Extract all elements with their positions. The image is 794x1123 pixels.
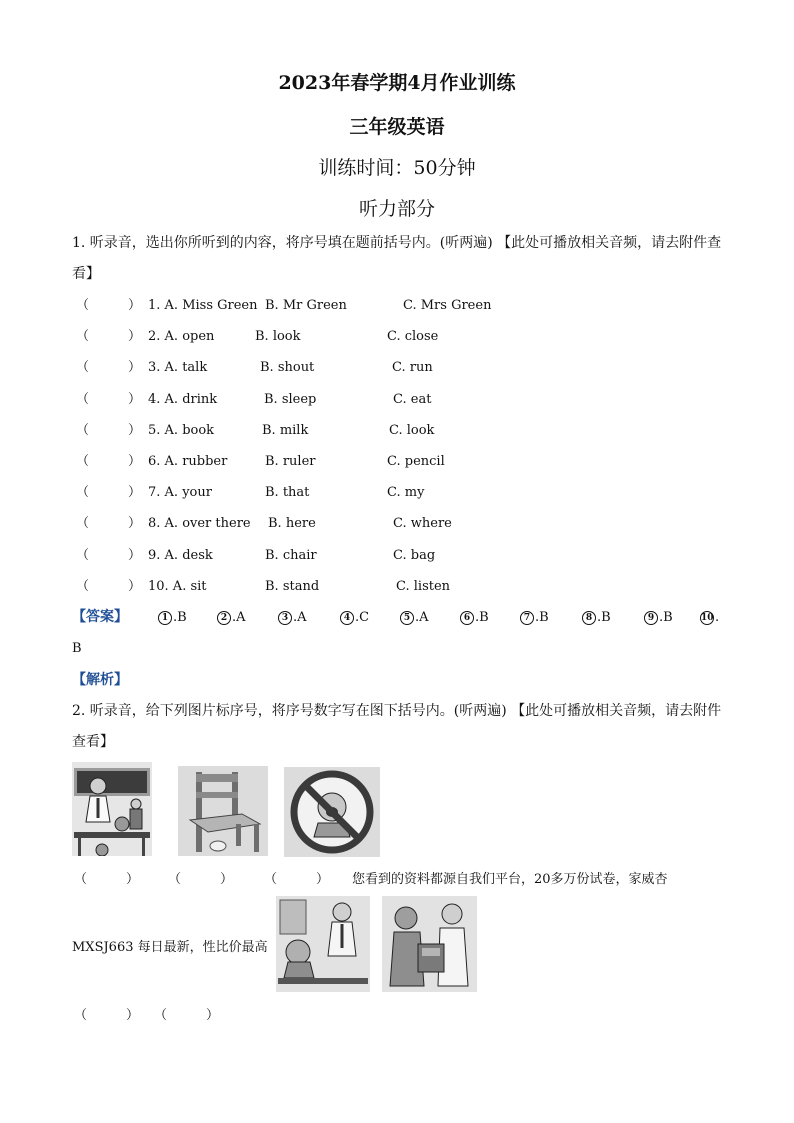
option-c: C. where <box>393 516 452 532</box>
answer-value: .B <box>659 610 673 625</box>
option-b: B. milk <box>262 422 309 438</box>
answer-item <box>520 602 549 633</box>
option-c: C. pencil <box>387 454 445 469</box>
option-row <box>72 571 672 602</box>
option-row <box>72 508 672 539</box>
option-a: 7. A. your <box>148 485 212 501</box>
option-a: 6. A. rubber <box>148 454 228 469</box>
answer-number-circle: 6 <box>460 611 474 625</box>
answer-bracket[interactable]: （ ） <box>76 360 142 376</box>
watermark-text-line-2: MXSJ663 每日最新，性比价最高 <box>72 940 268 955</box>
answer-value: .A <box>232 610 246 625</box>
option-row <box>72 352 672 383</box>
option-row <box>72 415 672 446</box>
picture-answer-bracket-5[interactable]: （ ） <box>154 1008 220 1023</box>
option-b: B. look <box>255 329 301 345</box>
answer-number-circle: 4 <box>340 611 354 625</box>
answer-bracket[interactable]: （ ） <box>76 454 142 469</box>
option-row <box>72 540 672 571</box>
answer-item <box>278 602 307 633</box>
option-a: 8. A. over there <box>148 516 251 532</box>
answer-number-circle: 5 <box>400 611 414 625</box>
watermark-text-line-1: 您看到的资料都源自我们平台，20多万份试卷，家威杏 <box>352 872 668 887</box>
picture-answer-bracket-3[interactable]: （ ） <box>264 872 330 887</box>
option-c: C. eat <box>393 391 432 407</box>
analysis-tag: 【解析】 <box>72 672 128 688</box>
answer-value: . <box>715 610 720 625</box>
option-b: B. here <box>268 516 316 532</box>
answer-item <box>582 602 611 633</box>
boy-giving-bag-picture <box>382 896 477 992</box>
answer-bracket[interactable]: （ ） <box>76 391 142 407</box>
answer-item <box>217 602 246 633</box>
option-b: B. shout <box>260 360 315 376</box>
option-a: 3. A. talk <box>148 360 208 376</box>
question-2-instruction: 2. 听录音，给下列图片标序号，将序号数字写在图下括号内。(听两遍) 【此处可播放相关音频，请去附件查看】 <box>72 703 722 750</box>
option-a: 1. A. Miss Green <box>148 298 258 313</box>
section-heading: 听力部分 <box>358 198 435 220</box>
answer-number-circle: 2 <box>217 611 231 625</box>
option-c: C. bag <box>393 547 436 563</box>
students-with-teacher-picture <box>276 896 370 992</box>
answer-tag: 【答案】 <box>72 609 128 625</box>
option-b: B. sleep <box>264 391 317 407</box>
option-b: B. stand <box>265 578 320 594</box>
answer-item <box>158 602 187 633</box>
option-row <box>72 384 672 415</box>
answer-row <box>72 602 732 633</box>
answer-number-circle: 9 <box>644 611 658 625</box>
classroom-teacher-picture <box>72 762 152 856</box>
answer-number-circle: 10 <box>701 613 714 623</box>
option-row <box>72 290 672 321</box>
answer-value: .B <box>597 610 611 625</box>
answer-item <box>700 602 719 633</box>
answer-number-circle: 7 <box>520 611 534 625</box>
answer-number-circle: 8 <box>582 611 596 625</box>
option-b: B. Mr Green <box>265 298 347 313</box>
page-title: 2023年春学期4月作业训练 <box>278 72 516 94</box>
page-subtitle: 三年级英语 <box>349 116 445 138</box>
chair-picture <box>178 766 268 856</box>
answer-item <box>460 602 489 633</box>
answer-number-circle: 1 <box>158 611 172 625</box>
answer-bracket[interactable]: （ ） <box>76 516 142 532</box>
option-row <box>72 477 672 508</box>
option-row <box>72 446 672 477</box>
answer-bracket[interactable]: （ ） <box>76 422 142 438</box>
option-a: 5. A. book <box>148 422 215 438</box>
answer-bracket[interactable]: （ ） <box>76 329 142 345</box>
option-c: C. run <box>392 360 433 376</box>
answer-value: .C <box>355 610 370 625</box>
option-c: C. Mrs Green <box>403 298 492 313</box>
picture-answer-bracket-2[interactable]: （ ） <box>168 872 234 887</box>
answer-bracket[interactable]: （ ） <box>76 485 142 501</box>
option-b: B. chair <box>265 547 317 563</box>
option-b: B. ruler <box>265 454 316 469</box>
option-c: C. close <box>387 329 439 345</box>
answer-number-circle: 3 <box>278 611 292 625</box>
option-c: C. look <box>389 422 435 438</box>
answer-bracket[interactable]: （ ） <box>76 578 142 594</box>
time-limit: 训练时间：50分钟 <box>318 157 476 179</box>
picture-answer-bracket-4[interactable]: （ ） <box>74 1008 140 1023</box>
option-a: 2. A. open <box>148 329 215 345</box>
option-c: C. listen <box>396 578 451 594</box>
option-b: B. that <box>265 485 310 501</box>
answer-item <box>400 602 429 633</box>
option-a: 4. A. drink <box>148 391 218 407</box>
answer-item <box>340 602 369 633</box>
answer-bracket[interactable]: （ ） <box>76 298 142 313</box>
answer-value: .B <box>475 610 489 625</box>
option-a: 9. A. desk <box>148 547 213 563</box>
answer-bracket[interactable]: （ ） <box>76 547 142 563</box>
option-a: 10. A. sit <box>148 578 207 594</box>
question-1-instruction: 1. 听录音，选出你所听到的内容，将序号填在题前括号内。(听两遍) 【此处可播放相关音频，请去附件查看】 <box>72 235 722 282</box>
answer-value: .B <box>173 610 187 625</box>
option-row <box>72 321 672 352</box>
picture-answer-bracket-1[interactable]: （ ） <box>74 872 140 887</box>
answer-value: .A <box>293 610 307 625</box>
answer-value: .A <box>415 610 429 625</box>
answer-item <box>644 602 673 633</box>
no-shouting-sign-picture <box>284 767 380 857</box>
answer-value: .B <box>535 610 549 625</box>
answer-overflow: B <box>72 641 82 656</box>
option-c: C. my <box>387 485 425 501</box>
